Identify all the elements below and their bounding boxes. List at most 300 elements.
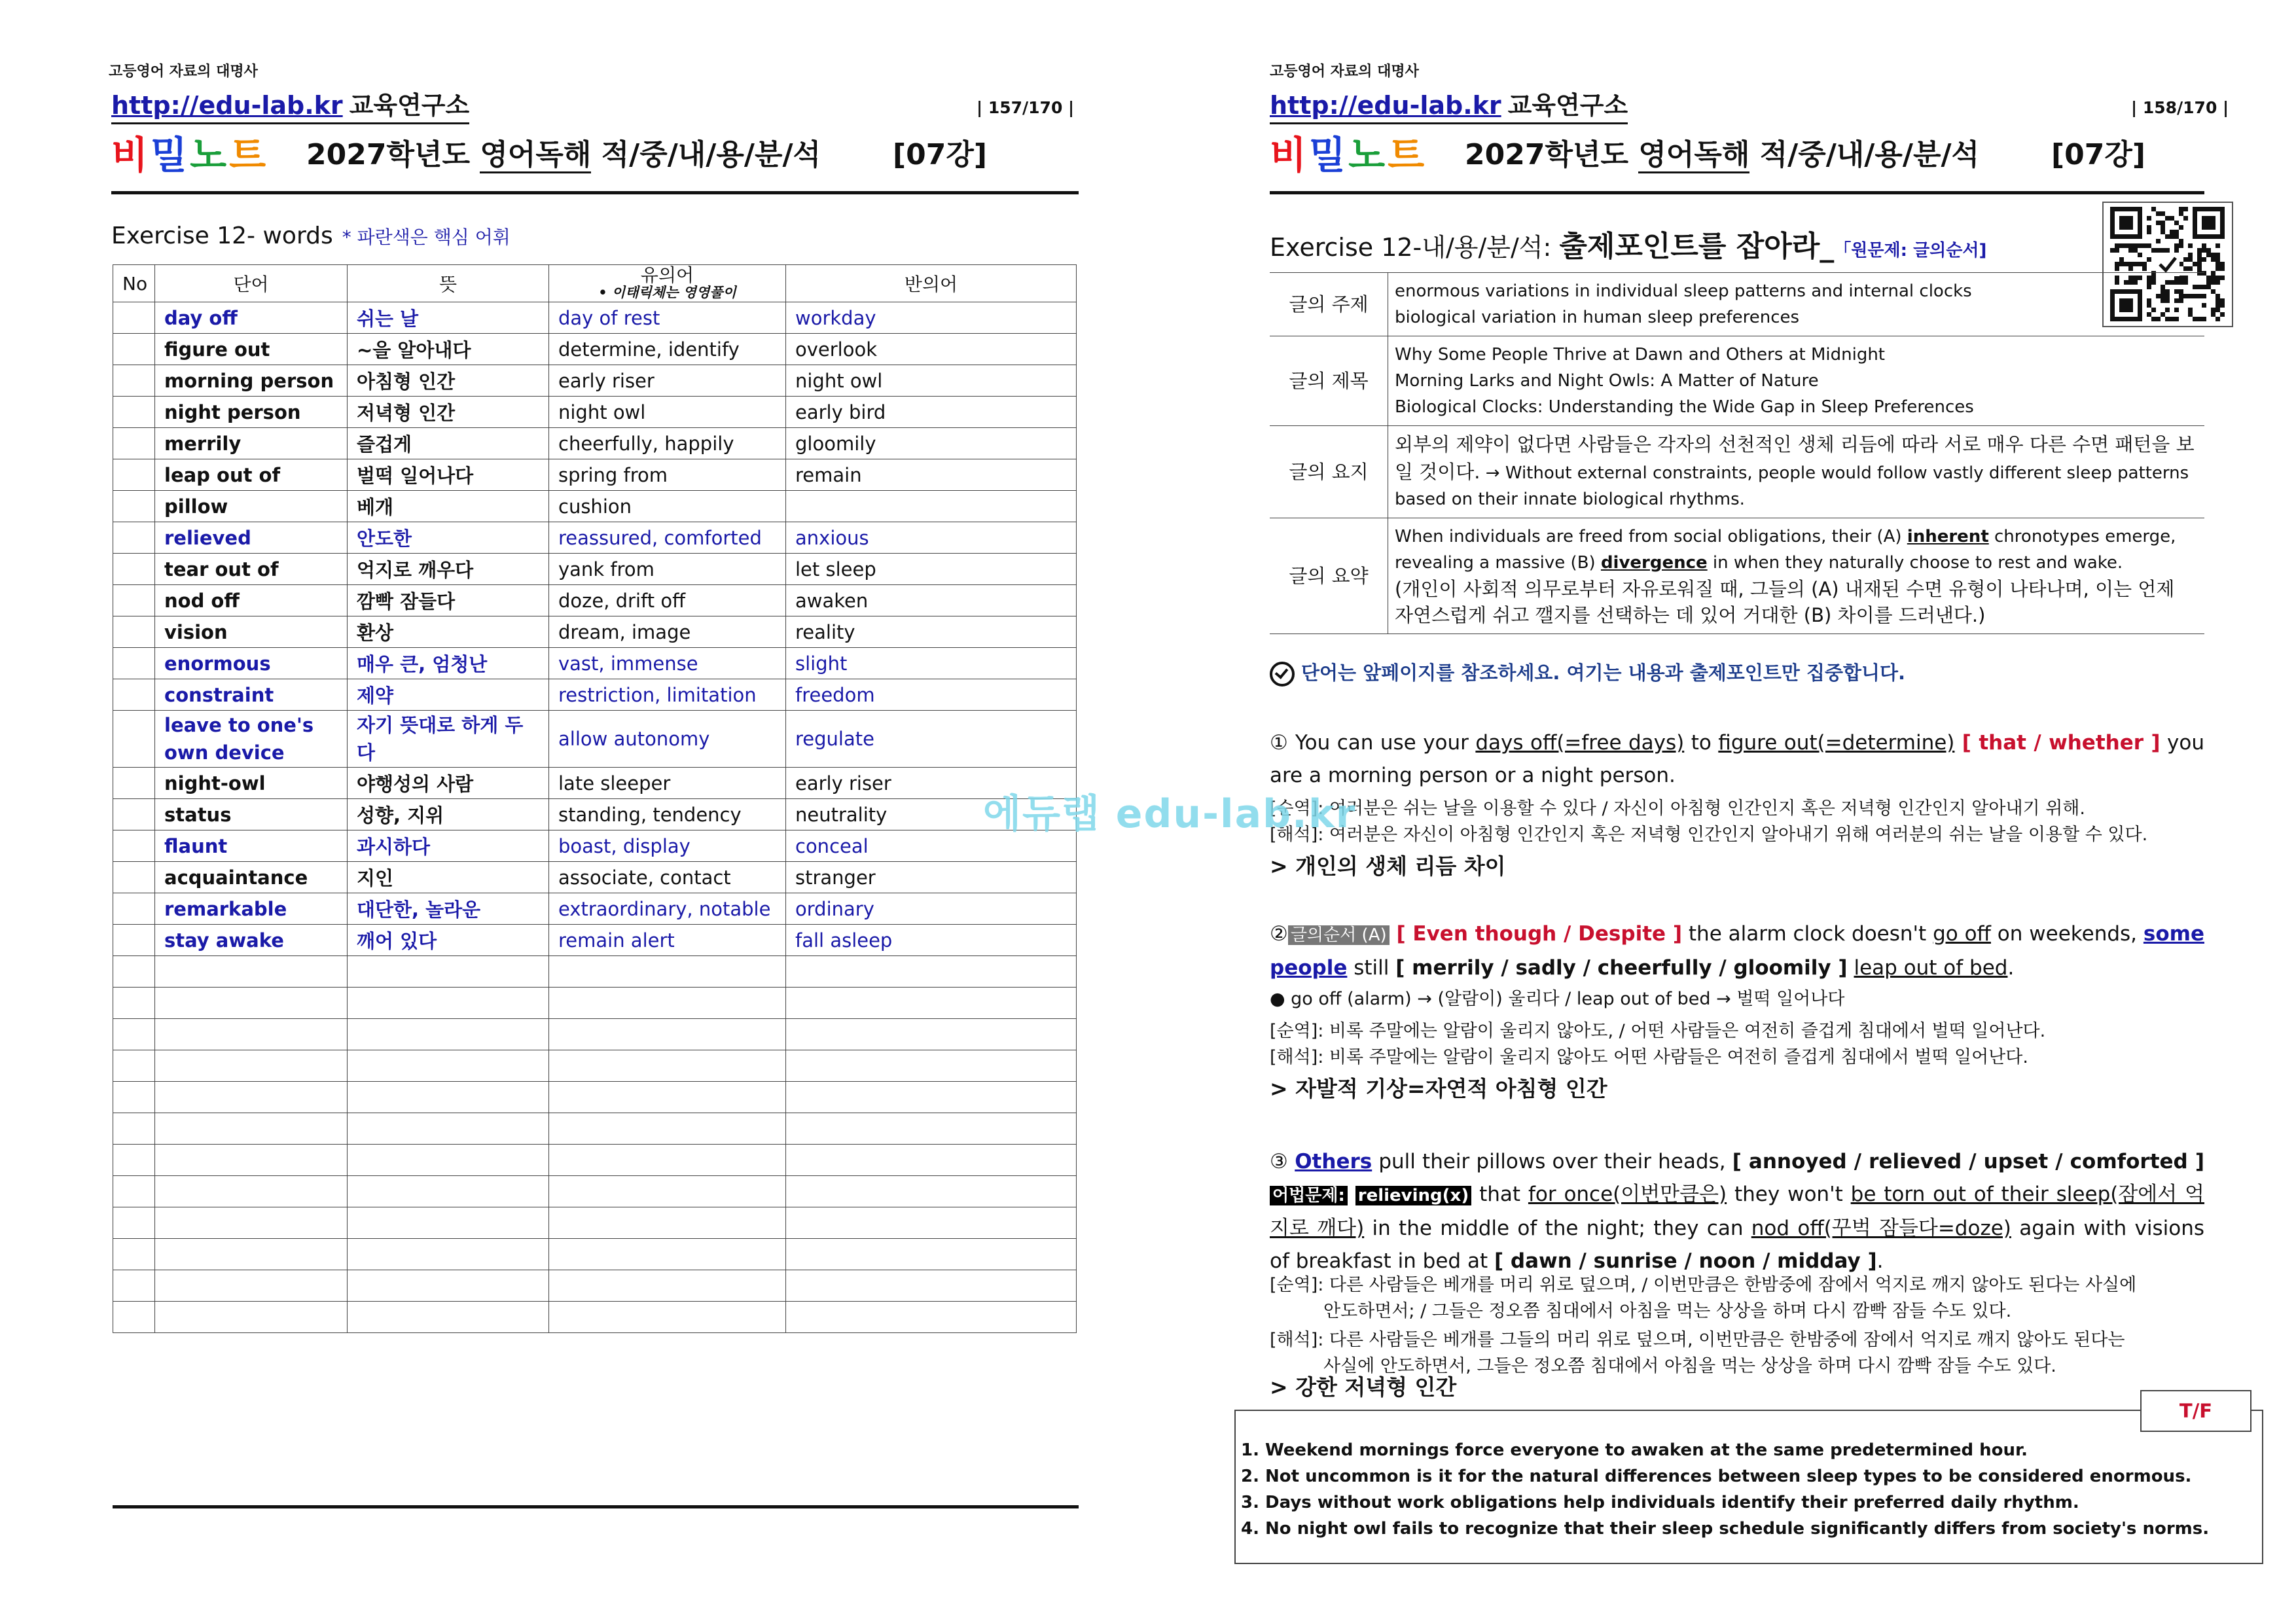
footer-divider (113, 1505, 1079, 1508)
row-number (113, 830, 155, 862)
col-no: No (113, 265, 155, 302)
source-problem: 「원문제: 글의순서] (1834, 241, 1987, 260)
text-run: ② (1270, 922, 1288, 946)
text-run: ① You can use your (1270, 731, 1476, 755)
lecture-number: [07강] (2051, 138, 2145, 171)
title-year: 2027학년도 (1465, 138, 1628, 171)
cell-meaning: ~을 알아내다 (348, 334, 549, 365)
page-number: | 158/170 | (2131, 98, 2229, 117)
brand-char: 비 (111, 133, 151, 177)
phrase-highlight: Others (1295, 1150, 1372, 1173)
empty-cell (786, 1145, 1077, 1176)
cell-word: merrily (155, 428, 348, 459)
cell-meaning: 야행성의 사람 (348, 768, 549, 799)
cell-word: figure out (155, 334, 348, 365)
tf-label: T/F (2140, 1390, 2251, 1432)
choice-bracket: [ that / whether ] (1954, 731, 2161, 755)
cell-antonym (786, 491, 1077, 522)
cell-meaning: 베개 (348, 491, 549, 522)
choice-bracket: [ Even though / Despite ] (1389, 922, 1683, 946)
title-line: Biological Clocks: Understanding the Wide Gap in Sleep Preferences (1395, 397, 1974, 417)
cell-synonym: early riser (549, 365, 786, 397)
phrase-underlined: for once(이번만큼은) (1528, 1183, 1727, 1206)
summary-label: 글의 주제 (1270, 273, 1388, 336)
site-link[interactable]: http://edu-lab.kr (1270, 91, 1501, 120)
header-divider (1270, 191, 2204, 194)
sentence-2 (1270, 918, 2204, 984)
tip-text: 단어는 앞페이지를 참조하세요. 여기는 내용과 출제포인트만 집중합니다. (1301, 662, 1906, 684)
empty-cell (549, 1207, 786, 1239)
brand-char: 트 (229, 133, 269, 177)
summary-row-gist (1270, 426, 2204, 518)
topic-line: enormous variations in individual sleep patterns and internal clocks (1395, 281, 1972, 301)
cell-synonym: dream, image (549, 616, 786, 648)
cell-word: leave to one's own device (155, 711, 348, 768)
grammar-tag: relieving(x) (1355, 1186, 1471, 1205)
empty-cell (786, 1113, 1077, 1145)
brand-char: 비 (1270, 133, 1310, 177)
text-run: in the middle of the night; they can (1364, 1217, 1751, 1240)
empty-cell (155, 1176, 348, 1207)
empty-cell (155, 1145, 348, 1176)
summary-label: 글의 제목 (1270, 336, 1388, 426)
cell-meaning: 자기 뜻대로 하게 두다 (348, 711, 549, 768)
cell-synonym: spring from (549, 459, 786, 491)
sentence-1 (1270, 726, 2204, 792)
cell-synonym: remain alert (549, 925, 786, 956)
empty-cell (786, 1302, 1077, 1333)
vocab-note: ● go off (alarm) → (알람이) 울리다 / leap out of bed → 벌떡 일어나다 (1270, 989, 1845, 1009)
empty-cell (786, 1270, 1077, 1302)
empty-cell (348, 1176, 549, 1207)
table-row (113, 302, 1077, 334)
empty-cell (348, 1019, 549, 1050)
cell-word: night-owl (155, 768, 348, 799)
summary-topic (1388, 273, 2205, 336)
empty-cell (549, 1270, 786, 1302)
answer-a: inherent (1907, 527, 1989, 546)
header-tagline: 고등영어 자료의 대명사 (109, 63, 258, 80)
analysis-headline: 출제포인트를 잡아라_ (1559, 230, 1835, 263)
table-row (113, 365, 1077, 397)
col-meaning: 뜻 (348, 265, 549, 302)
row-number (113, 522, 155, 554)
choice-bracket: [ dawn / sunrise / noon / midday ] (1494, 1249, 1877, 1273)
empty-cell (549, 1082, 786, 1113)
text-run: pull their pillows over their heads, (1372, 1150, 1732, 1173)
text-run: . (2007, 956, 2015, 980)
summary-row-title (1270, 336, 2204, 426)
table-row (113, 768, 1077, 799)
literal-translation: [순역]: 다른 사람들은 베개를 머리 위로 덮으며, / 이번만큼은 한밤중에 잠에서 억지로 깨지 않아도 된다는 사실에 (1270, 1275, 2137, 1295)
title-rest: 적/중/내/용/분/석 (1759, 138, 1980, 171)
table-row-empty (113, 1176, 1077, 1207)
summary-korean: (개인이 사회적 의무로부터 자유로워질 때, 그들의 (A) 내재된 수면 유형이 나타나며, 이는 언제 자연스럽게 쉬고 깰지를 선택하는 데 있어 거대한 (B) 차이를 드러낸다.) (1395, 578, 2175, 626)
sentence-3 (1270, 1145, 2204, 1277)
col-antonym: 반의어 (786, 265, 1077, 302)
empty-cell (348, 1207, 549, 1239)
cell-word: night person (155, 397, 348, 428)
text-run: you are a morning person or a night person. (1270, 731, 2204, 787)
empty-cell (786, 1082, 1077, 1113)
cell-word: day off (155, 302, 348, 334)
cell-synonym: determine, identify (549, 334, 786, 365)
full-translation: [해석]: 다른 사람들은 베개를 그들의 머리 위로 덮으며, 이번만큼은 한밤중에 잠에서 억지로 깨지 않아도 된다는 (1270, 1330, 2125, 1350)
empty-cell (113, 1019, 155, 1050)
doc-title (1465, 131, 1979, 173)
cell-antonym: early riser (786, 768, 1077, 799)
table-row-empty (113, 1145, 1077, 1176)
cell-meaning: 깜빡 잠들다 (348, 585, 549, 616)
table-row-empty (113, 1113, 1077, 1145)
order-tag: 글의순서 (A) (1288, 925, 1390, 945)
text-run: that (1471, 1183, 1528, 1206)
topic-line: biological variation in human sleep preferences (1395, 308, 1800, 327)
empty-cell (786, 956, 1077, 988)
table-row (113, 554, 1077, 585)
cell-synonym: yank from (549, 554, 786, 585)
cell-antonym: regulate (786, 711, 1077, 768)
summary-english (1395, 524, 2198, 576)
gist-korean: 외부의 제약이 없다면 사람들은 각자의 선천적인 생체 리듬에 따라 서로 매우 다른 수면 패턴을 보일 것이다. (1395, 433, 2195, 483)
table-row (113, 491, 1077, 522)
summary-label: 글의 요약 (1270, 518, 1388, 634)
empty-cell (113, 988, 155, 1019)
empty-cell (113, 1270, 155, 1302)
phrase-underlined: go off (1933, 922, 1991, 946)
cell-meaning: 안도한 (348, 522, 549, 554)
cell-word: flaunt (155, 830, 348, 862)
literal-translation: [순역]: 여러분은 쉬는 날을 이용할 수 있다 / 자신이 아침형 인간인지 혹은 저녁형 인간인지 알아내기 위해. (1270, 798, 2085, 819)
row-number (113, 397, 155, 428)
table-row (113, 679, 1077, 711)
summary-text (1388, 518, 2205, 634)
empty-cell (155, 988, 348, 1019)
text-run: still (1347, 956, 1396, 980)
brand-char: 트 (1388, 133, 1427, 177)
cell-synonym: allow autonomy (549, 711, 786, 768)
site-link[interactable]: http://edu-lab.kr (111, 91, 343, 120)
cell-word: leap out of (155, 459, 348, 491)
empty-cell (348, 1145, 549, 1176)
table-row-empty (113, 1207, 1077, 1239)
key-point: > 강한 저녁형 인간 (1270, 1374, 1457, 1400)
row-number (113, 554, 155, 585)
cell-word: stay awake (155, 925, 348, 956)
empty-cell (786, 988, 1077, 1019)
brand-logo (111, 124, 268, 179)
cell-word: remarkable (155, 893, 348, 925)
empty-cell (549, 956, 786, 988)
cell-meaning: 매우 큰, 엄청난 (348, 648, 549, 679)
text-run: they won't (1727, 1183, 1851, 1206)
cell-synonym: vast, immense (549, 648, 786, 679)
table-row-empty (113, 1082, 1077, 1113)
text-run: on weekends, (1990, 922, 2144, 946)
row-number (113, 491, 155, 522)
brand-char: 노 (190, 133, 230, 177)
brand-char: 노 (1348, 133, 1388, 177)
cell-antonym: slight (786, 648, 1077, 679)
summary-label: 글의 요지 (1270, 426, 1388, 518)
text-run: ③ (1270, 1150, 1295, 1173)
cell-meaning: 벌떡 일어나다 (348, 459, 549, 491)
empty-cell (155, 1207, 348, 1239)
table-row (113, 585, 1077, 616)
text-run: the alarm clock doesn't (1682, 922, 1933, 946)
cell-word: relieved (155, 522, 348, 554)
cell-synonym: cushion (549, 491, 786, 522)
row-number (113, 616, 155, 648)
row-number (113, 893, 155, 925)
title-subject: 영어독해 (1638, 138, 1749, 173)
synonym-sub-label: • 이태릭체는 영영풀이 (598, 285, 736, 300)
lecture-number: [07강] (893, 138, 987, 171)
text-run: . (1876, 1249, 1884, 1273)
cell-synonym: night owl (549, 397, 786, 428)
empty-cell (786, 1176, 1077, 1207)
translation-2 (1270, 1018, 2204, 1071)
empty-cell (113, 1145, 155, 1176)
cell-antonym: workday (786, 302, 1077, 334)
title-line: Morning Larks and Night Owls: A Matter of Nature (1395, 371, 1819, 391)
empty-cell (549, 1145, 786, 1176)
cell-synonym: restriction, limitation (549, 679, 786, 711)
cell-meaning: 아침형 인간 (348, 365, 549, 397)
summary-title (1388, 336, 2205, 426)
cell-antonym: night owl (786, 365, 1077, 397)
tf-item[interactable]: 2. Not uncommon is it for the natural differences between sleep types to be considered enormous. (1241, 1467, 2192, 1486)
table-row (113, 862, 1077, 893)
empty-cell (348, 1302, 549, 1333)
literal-translation-cont: 안도하면서; / 그들은 정오쯤 침대에서 아침을 먹는 상상을 하며 다시 깜빡 잠들 수도 있다. (1323, 1301, 2012, 1321)
empty-cell (155, 1050, 348, 1082)
empty-cell (549, 988, 786, 1019)
study-tip (1270, 658, 1905, 687)
table-row-empty (113, 1050, 1077, 1082)
cell-antonym: fall asleep (786, 925, 1077, 956)
phrase-underlined: figure out(=determine) (1718, 731, 1955, 755)
empty-cell (549, 1019, 786, 1050)
table-row (113, 334, 1077, 365)
row-number (113, 711, 155, 768)
tf-item[interactable]: 4. No night owl fails to recognize that their sleep schedule significantly differs from society's norms. (1241, 1519, 2210, 1539)
cell-meaning: 제약 (348, 679, 549, 711)
cell-meaning: 억지로 깨우다 (348, 554, 549, 585)
cell-meaning: 대단한, 놀라운 (348, 893, 549, 925)
row-number (113, 799, 155, 830)
table-row (113, 459, 1077, 491)
title-subject: 영어독해 (480, 138, 591, 173)
empty-cell (549, 1113, 786, 1145)
empty-cell (348, 988, 549, 1019)
choice-bracket: [ annoyed / relieved / upset / comforted ] (1732, 1150, 2204, 1173)
row-number (113, 365, 155, 397)
cell-word: nod off (155, 585, 348, 616)
check-circle-icon (1270, 662, 1295, 687)
empty-cell (155, 1270, 348, 1302)
full-translation: [해석]: 비록 주말에는 알람이 울리지 않아도 어떤 사람들은 여전히 즐겁게 침대에서 벌떡 일어난다. (1270, 1047, 2028, 1067)
doc-title (306, 131, 821, 173)
choice-bracket: [ merrily / sadly / cheerfully / gloomily ] (1395, 956, 1848, 980)
row-number (113, 302, 155, 334)
translation-3 (1270, 1272, 2204, 1380)
cell-word: constraint (155, 679, 348, 711)
empty-cell (155, 1019, 348, 1050)
brand-char: 밀 (151, 133, 190, 177)
table-row-empty (113, 1302, 1077, 1333)
empty-cell (113, 1239, 155, 1270)
col-synonym (549, 265, 786, 302)
cell-antonym: remain (786, 459, 1077, 491)
cell-meaning: 성향, 지위 (348, 799, 549, 830)
cell-antonym: conceal (786, 830, 1077, 862)
empty-cell (549, 1239, 786, 1270)
cell-meaning: 쉬는 날 (348, 302, 549, 334)
page-number: | 157/170 | (977, 98, 1075, 117)
tf-questions (1241, 1437, 2209, 1542)
gist-english: → Without external constraints, people would follow vastly different sleep patterns based on their innate biological rhythms. (1395, 463, 2189, 509)
empty-cell (113, 1113, 155, 1145)
title-line: Why Some People Thrive at Dawn and Others at Midnight (1395, 345, 1885, 365)
text-run (1848, 956, 1854, 980)
cell-meaning: 지인 (348, 862, 549, 893)
cell-antonym: reality (786, 616, 1077, 648)
cell-word: enormous (155, 648, 348, 679)
empty-cell (348, 1270, 549, 1302)
analysis-title (1270, 223, 1986, 264)
phrase-underlined: nod off(꾸벅 잠들다=doze) (1751, 1217, 2011, 1240)
empty-cell (155, 1082, 348, 1113)
exercise-title (111, 223, 511, 249)
empty-cell (113, 1207, 155, 1239)
text-run: again with visions of breakfast in bed at (1270, 1217, 2204, 1273)
empty-cell (786, 1207, 1077, 1239)
cell-word: status (155, 799, 348, 830)
cell-meaning: 깨어 있다 (348, 925, 549, 956)
cell-synonym: associate, contact (549, 862, 786, 893)
table-row-empty (113, 988, 1077, 1019)
literal-translation: [순역]: 비록 주말에는 알람이 울리지 않아도, / 어떤 사람들은 여전히 즐겁게 침대에서 벌떡 일어난다. (1270, 1021, 2046, 1041)
phrase-underlined: leap out of bed (1854, 956, 2008, 980)
cell-synonym: late sleeper (549, 768, 786, 799)
cell-antonym: gloomily (786, 428, 1077, 459)
cell-antonym: awaken (786, 585, 1077, 616)
key-vocab-note: * 파란색은 핵심 어휘 (342, 226, 511, 248)
tf-item[interactable]: 1. Weekend mornings force everyone to awaken at the same predetermined hour. (1241, 1440, 2028, 1460)
empty-cell (549, 1176, 786, 1207)
empty-cell (348, 1239, 549, 1270)
cell-synonym: boast, display (549, 830, 786, 862)
table-row (113, 830, 1077, 862)
table-row (113, 893, 1077, 925)
summary-row-topic (1270, 273, 2204, 336)
header-divider (111, 191, 1079, 194)
empty-cell (549, 1302, 786, 1333)
table-row (113, 648, 1077, 679)
row-number (113, 428, 155, 459)
cell-synonym: doze, drift off (549, 585, 786, 616)
org-name: 교육연구소 (349, 91, 470, 120)
empty-cell (348, 1113, 549, 1145)
empty-cell (113, 956, 155, 988)
header-url (111, 85, 469, 124)
cell-meaning: 과시하다 (348, 830, 549, 862)
empty-cell (155, 1239, 348, 1270)
cell-meaning: 환상 (348, 616, 549, 648)
row-number (113, 459, 155, 491)
cell-antonym: freedom (786, 679, 1077, 711)
row-number (113, 862, 155, 893)
summary-part: chronotypes emerge, revealing a massive (B) (1395, 527, 2176, 573)
cell-antonym: ordinary (786, 893, 1077, 925)
summary-gist (1388, 426, 2205, 518)
cell-synonym: day of rest (549, 302, 786, 334)
cell-antonym: let sleep (786, 554, 1077, 585)
brand-char: 밀 (1309, 133, 1349, 177)
row-number (113, 648, 155, 679)
summary-row-summary (1270, 518, 2204, 634)
table-row-empty (113, 1239, 1077, 1270)
table-header-row (113, 265, 1077, 302)
summary-table (1270, 272, 2204, 634)
empty-cell (348, 1050, 549, 1082)
table-body (113, 302, 1077, 1333)
header-url (1270, 85, 1628, 124)
grammar-tag: 어법문제: (1270, 1186, 1348, 1205)
empty-cell (113, 1082, 155, 1113)
table-row (113, 799, 1077, 830)
full-translation: [해석]: 여러분은 자신이 아침형 인간인지 혹은 저녁형 인간인지 알아내기 위해 여러분의 쉬는 날을 이용할 수 있다. (1270, 825, 2148, 845)
phrase-underlined: be torn out of their sleep(잠에서 억지로 깨다) (1270, 1183, 2205, 1240)
answer-b: divergence (1600, 553, 1708, 573)
exercise-label: Exercise 12- words (111, 223, 333, 249)
empty-cell (549, 1050, 786, 1082)
empty-cell (786, 1050, 1077, 1082)
phrase-highlight: some people (1270, 922, 2204, 980)
empty-cell (155, 1113, 348, 1145)
cell-meaning: 즐겁게 (348, 428, 549, 459)
table-row (113, 397, 1077, 428)
empty-cell (786, 1239, 1077, 1270)
title-rest: 적/중/내/용/분/석 (601, 138, 821, 171)
synonym-label: 유의어 (640, 264, 694, 286)
row-number (113, 679, 155, 711)
cell-synonym: reassured, comforted (549, 522, 786, 554)
empty-cell (113, 1302, 155, 1333)
analysis-label: Exercise 12-내/용/분/석: (1270, 233, 1552, 262)
text-run: to (1684, 731, 1719, 755)
row-number (113, 585, 155, 616)
empty-cell (786, 1019, 1077, 1050)
table-row (113, 428, 1077, 459)
phrase-underlined: days off(=free days) (1475, 731, 1685, 755)
tf-item[interactable]: 3. Days without work obligations help individuals identify their preferred daily rhythm. (1241, 1493, 2079, 1512)
col-word: 단어 (155, 265, 348, 302)
cell-antonym: anxious (786, 522, 1077, 554)
cell-synonym: extraordinary, notable (549, 893, 786, 925)
cell-word: vision (155, 616, 348, 648)
empty-cell (348, 1082, 549, 1113)
row-number (113, 768, 155, 799)
cell-word: acquaintance (155, 862, 348, 893)
row-number (113, 925, 155, 956)
table-row (113, 616, 1077, 648)
empty-cell (113, 1050, 155, 1082)
table-row (113, 711, 1077, 768)
table-row (113, 925, 1077, 956)
cell-antonym: neutrality (786, 799, 1077, 830)
